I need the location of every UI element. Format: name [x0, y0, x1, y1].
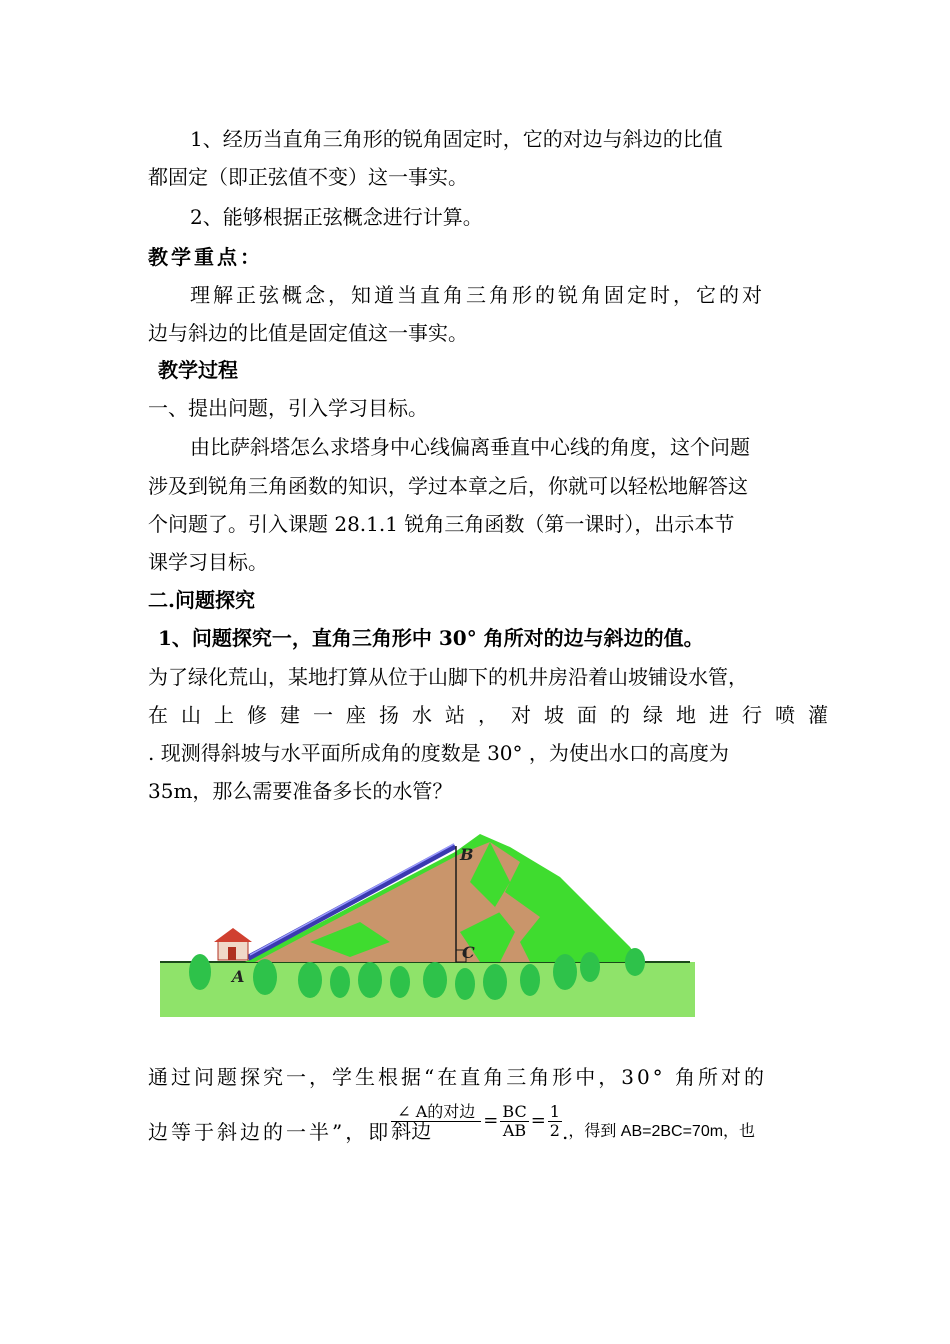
- label-c: C: [462, 943, 475, 962]
- frac2-denominator: AB: [502, 1120, 527, 1140]
- problem-line-4: 35m，那么需要准备多长的水管？: [148, 779, 453, 803]
- frac3-numerator: 1: [549, 1101, 560, 1121]
- fraction-one-half: [548, 1103, 562, 1140]
- section-1-line-4: 课学习目标。: [148, 550, 268, 574]
- problem-line-3: . 现测得斜坡与水平面所成角的度数是 30° ，为使出水口的高度为: [148, 741, 729, 765]
- frac3-denominator: 2: [549, 1120, 560, 1140]
- key-points-heading: 教学重点：: [148, 245, 263, 269]
- conclusion-suffix: ，得到 AB=2BC=70m，也: [568, 1123, 756, 1140]
- slope-pipe-figure: [160, 822, 695, 1052]
- equals-1: =: [483, 1110, 499, 1131]
- frac2-numerator: BC: [502, 1101, 527, 1121]
- key-points-line-1: 理解正弦概念，知道当直角三角形的锐角固定时，它的对: [190, 283, 765, 307]
- period: .: [561, 1120, 569, 1144]
- frac1-denominator: 斜边: [391, 1118, 432, 1143]
- objective-1-line-1: 1、经历当直角三角形的锐角固定时，它的对边与斜边的比值: [190, 127, 723, 151]
- objective-1-line-2: 都固定（即正弦值不变）这一事实。: [148, 165, 468, 189]
- conclusion-line-1: 通过问题探究一，学生根据“在直角三角形中，30° 角所对的: [148, 1065, 768, 1089]
- objective-2: 2、能够根据正弦概念进行计算。: [190, 205, 483, 229]
- process-heading: 教学过程: [158, 358, 238, 382]
- key-points-line-2: 边与斜边的比值是固定值这一事实。: [148, 321, 468, 345]
- problem-line-2: 在山上修建一座扬水站，对坡面的绿地进行喷灌: [148, 703, 841, 727]
- fraction-opposite-over-hypotenuse: [391, 1101, 481, 1143]
- section-1-line-2: 涉及到锐角三角函数的知识，学过本章之后，你就可以轻松地解答这: [148, 474, 748, 498]
- fraction-bc-over-ab: [500, 1103, 528, 1140]
- label-b: B: [460, 845, 474, 864]
- inquiry-1-title: 1、问题探究一，直角三角形中 30° 角所对的边与斜边的值。: [158, 626, 704, 650]
- section-1-title: 一、提出问题，引入学习目标。: [148, 396, 428, 420]
- section-1-line-1: 由比萨斜塔怎么求塔身中心线偏离垂直中心线的角度，这个问题: [190, 435, 750, 459]
- conclusion-prefix: 边等于斜边的一半”，即: [148, 1120, 392, 1144]
- pump-house-icon: [214, 928, 252, 960]
- label-a: A: [232, 967, 245, 986]
- conclusion-line-2: [148, 1095, 808, 1147]
- section-1-line-3: 个问题了。引入课题 28.1.1 锐角三角函数（第一课时），出示本节: [148, 512, 735, 536]
- problem-line-1: 为了绿化荒山，某地打算从位于山脚下的机井房沿着山坡铺设水管，: [148, 665, 748, 689]
- section-2-title: 二.问题探究: [148, 588, 255, 612]
- frac1-numerator: ∠ A的对边: [391, 1103, 481, 1122]
- equals-2: =: [530, 1110, 546, 1131]
